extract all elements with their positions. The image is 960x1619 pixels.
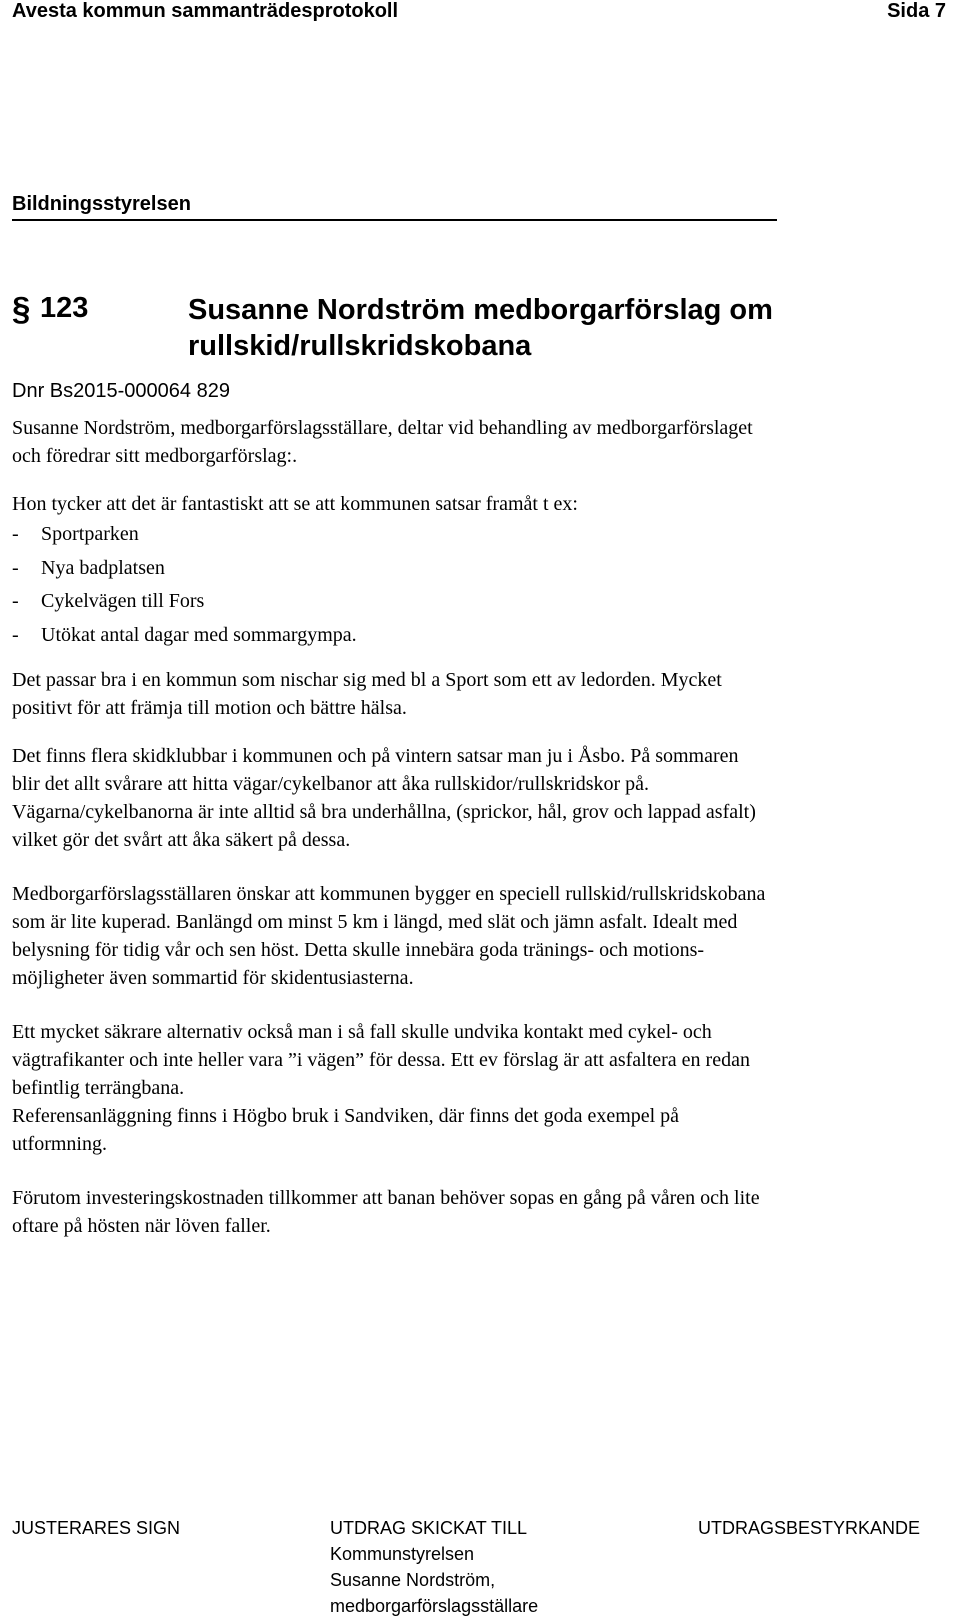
document-title: Avesta kommun sammanträdesprotokoll xyxy=(12,0,399,22)
section-number: 123 xyxy=(40,292,89,324)
paragraph-line: Förutom investeringskostnaden tillkommer att banan behöver sopas en gång på våren och lite xyxy=(12,1187,760,1209)
footer-recipient: Kommunstyrelsen xyxy=(330,1544,475,1564)
footer-recipient: Susanne Nordström, xyxy=(330,1570,496,1590)
list-lead: Hon tycker att det är fantastiskt att se att kommunen satsar framåt t ex: xyxy=(12,493,578,515)
paragraph-line: Det passar bra i en kommun som nischar sig med bl a Sport som ett av ledorden. Mycket xyxy=(12,669,722,691)
paragraph-line: Ett mycket säkrare alternativ också man i så fall skulle undvika kontakt med cykel- och xyxy=(12,1021,712,1043)
list-item: - Sportparken xyxy=(12,523,139,545)
paragraph-line: möjligheter även sommartid för skidentusiasterna. xyxy=(12,967,414,989)
footer-signature-label: JUSTERARES SIGN xyxy=(12,1518,181,1538)
section-title-line-2: rullskid/rullskridskobana xyxy=(188,330,532,362)
paragraph-line: blir det allt svårare att hitta vägar/cykelbanor att åka rullskidor/rullskridskor på. xyxy=(12,773,650,795)
footer-certification-label: UTDRAGSBESTYRKANDE xyxy=(698,1518,921,1538)
list-item: - Cykelvägen till Fors xyxy=(12,590,205,612)
paragraph-line: vilket gör det svårt att åka säkert på dessa. xyxy=(12,829,351,851)
footer-recipient: medborgarförslagsställare xyxy=(330,1596,539,1616)
paragraph-line: Vägarna/cykelbanorna är inte alltid så bra underhållna, (sprickor, hål, grov och lappad asfalt) xyxy=(12,801,756,823)
footer-certification-column xyxy=(698,1515,920,1541)
paragraph-line: positivt för att främja till motion och bättre hälsa. xyxy=(12,697,407,719)
list-item: - Nya badplatsen xyxy=(12,556,165,579)
department-heading: Bildningsstyrelsen xyxy=(12,193,191,215)
section-symbol: § xyxy=(12,290,31,327)
paragraph-line: befintlig terrängbana. xyxy=(12,1077,185,1099)
paragraph-line: Det finns flera skidklubbar i kommunen och på vintern satsar man ju i Åsbo. På sommaren xyxy=(12,745,739,767)
list-item: - Utökat antal dagar med sommargympa. xyxy=(12,623,357,646)
protocol-body xyxy=(12,414,942,1240)
paragraph-line: Referensanläggning finns i Högbo bruk i Sandviken, där finns det goda exempel på xyxy=(12,1105,680,1127)
section-title-line-1: Susanne Nordström medborgarförslag om xyxy=(188,294,773,326)
paragraph-line: som är lite kuperad. Banlängd om minst 5 km i längd, med slät och jämn asfalt. Idealt med xyxy=(12,911,738,933)
footer-distribution-heading: UTDRAG SKICKAT TILL xyxy=(330,1518,528,1538)
section-title xyxy=(188,292,908,364)
paragraph-line: Medborgarförslagsställaren önskar att kommunen bygger en speciell rullskid/rullskridskobana xyxy=(12,883,766,905)
intro-line: och föredrar sitt medborgarförslag:. xyxy=(12,445,298,467)
paragraph-line: belysning för tidig vår och sen höst. Detta skulle innebära goda tränings- och motions- xyxy=(12,939,705,961)
diary-number: Dnr Bs2015-000064 829 xyxy=(12,380,230,402)
paragraph-line: vägtrafikanter och inte heller vara ”i vägen” för dessa. Ett ev förslag är att asfaltera en redan xyxy=(12,1049,750,1071)
footer-distribution-column xyxy=(330,1515,538,1619)
page-number: Sida 7 xyxy=(887,0,946,22)
paragraph-line: utformning. xyxy=(12,1133,107,1155)
department-underline xyxy=(12,219,777,221)
intro-line: Susanne Nordström, medborgarförslagsställare, deltar vid behandling av medborgarförslaget xyxy=(12,417,753,439)
paragraph-line: oftare på hösten när löven faller. xyxy=(12,1215,271,1237)
footer-signature-column xyxy=(12,1515,180,1541)
